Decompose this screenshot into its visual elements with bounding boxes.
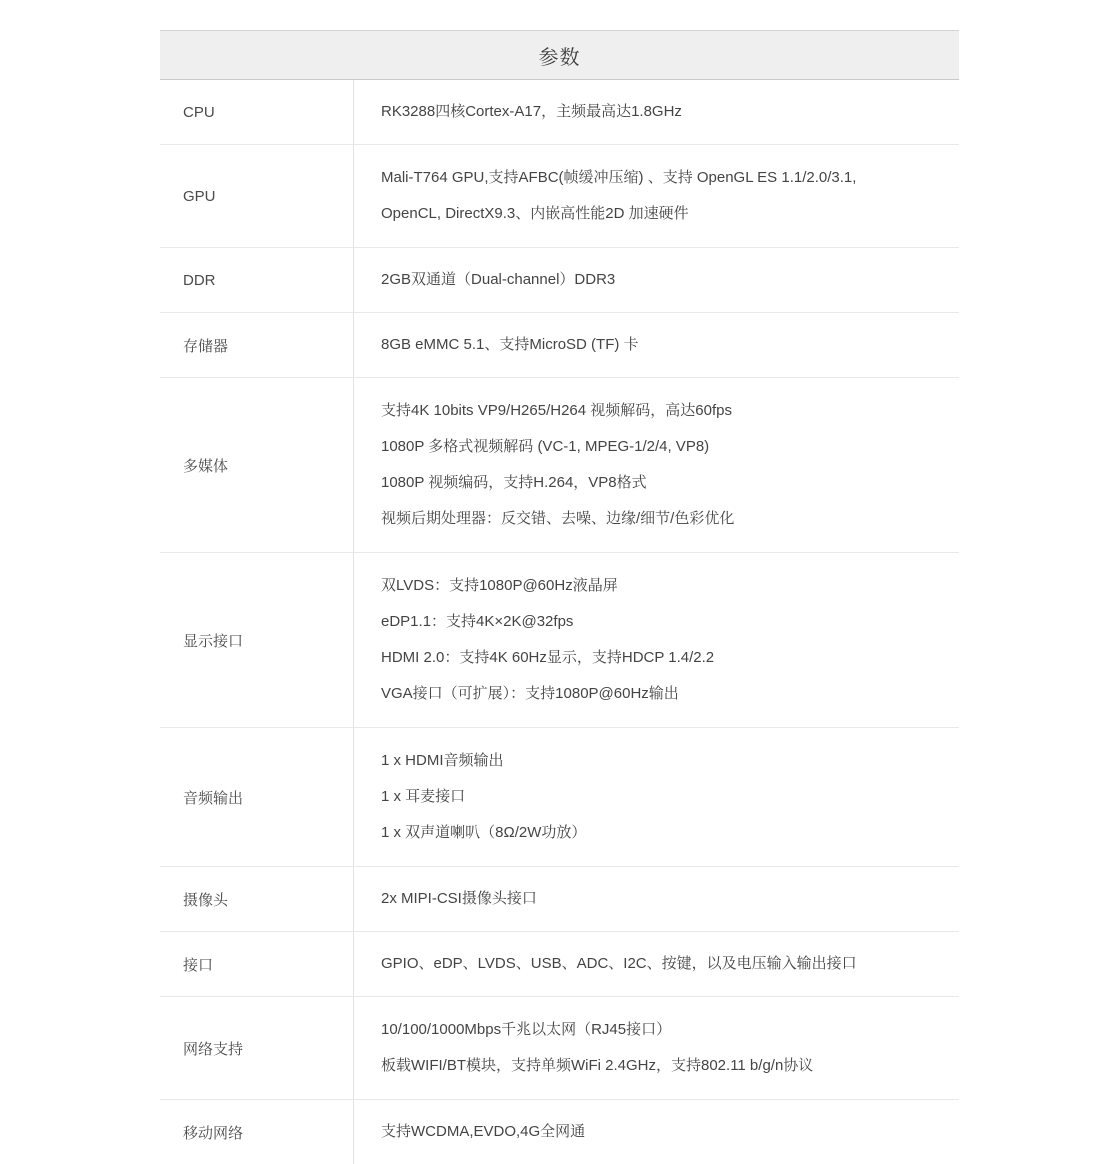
spec-label: CPU xyxy=(183,103,215,121)
spec-value xyxy=(353,997,959,1099)
spec-label: DDR xyxy=(183,271,216,289)
spec-label: 音频输出 xyxy=(183,789,244,807)
spec-label: 网络支持 xyxy=(183,1040,244,1058)
spec-value-line: 支持4K 10bits VP9/H265/H264 视频解码，高达60fps xyxy=(381,402,732,419)
spec-table xyxy=(160,30,959,1164)
table-row xyxy=(160,932,959,997)
spec-value-lines xyxy=(381,145,943,247)
spec-value-line: HDMI 2.0：支持4K 60Hz显示，支持HDCP 1.4/2.2 xyxy=(381,649,715,666)
spec-label: GPU xyxy=(183,187,216,205)
table-row xyxy=(160,145,959,248)
spec-value-line: 1080P 视频编码，支持H.264，VP8格式 xyxy=(381,474,647,491)
spec-label: 接口 xyxy=(183,956,214,974)
table-row xyxy=(160,1100,959,1164)
spec-value-line: VGA接口（可扩展）：支持1080P@60Hz输出 xyxy=(381,685,679,702)
spec-value xyxy=(353,80,959,144)
spec-value-line: 8GB eMMC 5.1、支持MicroSD (TF) 卡 xyxy=(381,336,639,353)
spec-value-lines xyxy=(381,867,943,931)
spec-value-line: 视频后期处理器：反交错、去噪、边缘/细节/色彩优化 xyxy=(381,510,735,527)
spec-table-title xyxy=(160,30,959,80)
spec-value xyxy=(353,932,959,996)
page-title: 参数 xyxy=(538,46,581,69)
spec-value-line: RK3288四核Cortex-A17，主频最高达1.8GHz xyxy=(381,103,682,120)
spec-value-lines xyxy=(381,553,943,727)
spec-value-line: GPIO、eDP、LVDS、USB、ADC、I2C、按键，以及电压输入输出接口 xyxy=(381,955,857,972)
table-row xyxy=(160,313,959,378)
spec-value-line: eDP1.1：支持4K×2K@32fps xyxy=(381,613,574,630)
spec-value xyxy=(353,248,959,312)
spec-value-line: 2x MIPI-CSI摄像头接口 xyxy=(381,890,537,907)
table-row xyxy=(160,80,959,145)
table-row xyxy=(160,378,959,553)
spec-label: 多媒体 xyxy=(183,457,229,475)
spec-value xyxy=(353,378,959,552)
spec-value-line: Mali-T764 GPU,支持AFBC(帧缓冲压缩) 、支持 OpenGL ES 1.1/2.0/3.1, xyxy=(381,169,857,186)
spec-value-line: 10/100/1000Mbps千兆以太网（RJ45接口） xyxy=(381,1021,672,1038)
spec-value-line: 板载WIFI/BT模块，支持单频WiFi 2.4GHz，支持802.11 b/g/n协议 xyxy=(381,1057,814,1074)
spec-value xyxy=(353,145,959,247)
spec-value-line: 1 x HDMI音频输出 xyxy=(381,752,504,769)
table-row xyxy=(160,248,959,313)
spec-value-line: 1 x 双声道喇叭（8Ω/2W功放） xyxy=(381,824,587,841)
spec-value xyxy=(353,1100,959,1164)
spec-value-line: 2GB双通道（Dual-channel）DDR3 xyxy=(381,271,616,288)
table-row xyxy=(160,867,959,932)
spec-label: 显示接口 xyxy=(183,632,244,650)
spec-value-line: 双LVDS：支持1080P@60Hz液晶屏 xyxy=(381,577,618,594)
spec-value-line: 1080P 多格式视频解码 (VC-1, MPEG-1/2/4, VP8) xyxy=(381,438,710,455)
spec-value-line: 1 x 耳麦接口 xyxy=(381,788,466,805)
spec-value-lines xyxy=(381,728,943,866)
spec-value xyxy=(353,728,959,866)
spec-value-line: 支持WCDMA,EVDO,4G全网通 xyxy=(381,1123,586,1140)
spec-value-line: OpenCL, DirectX9.3、内嵌高性能2D 加速硬件 xyxy=(381,205,689,222)
table-row xyxy=(160,728,959,867)
spec-value-lines xyxy=(381,313,943,377)
spec-value-lines xyxy=(381,248,943,312)
spec-value xyxy=(353,313,959,377)
spec-table-body xyxy=(160,80,959,1164)
table-row xyxy=(160,997,959,1100)
table-row xyxy=(160,553,959,728)
spec-label: 摄像头 xyxy=(183,891,229,909)
spec-label: 移动网络 xyxy=(183,1124,244,1142)
spec-value-lines xyxy=(381,997,943,1099)
spec-label: 存储器 xyxy=(183,337,229,355)
spec-value-lines xyxy=(381,80,943,144)
spec-value xyxy=(353,867,959,931)
spec-value xyxy=(353,553,959,727)
spec-value-lines xyxy=(381,1100,943,1164)
spec-value-lines xyxy=(381,378,943,552)
spec-value-lines xyxy=(381,932,943,996)
